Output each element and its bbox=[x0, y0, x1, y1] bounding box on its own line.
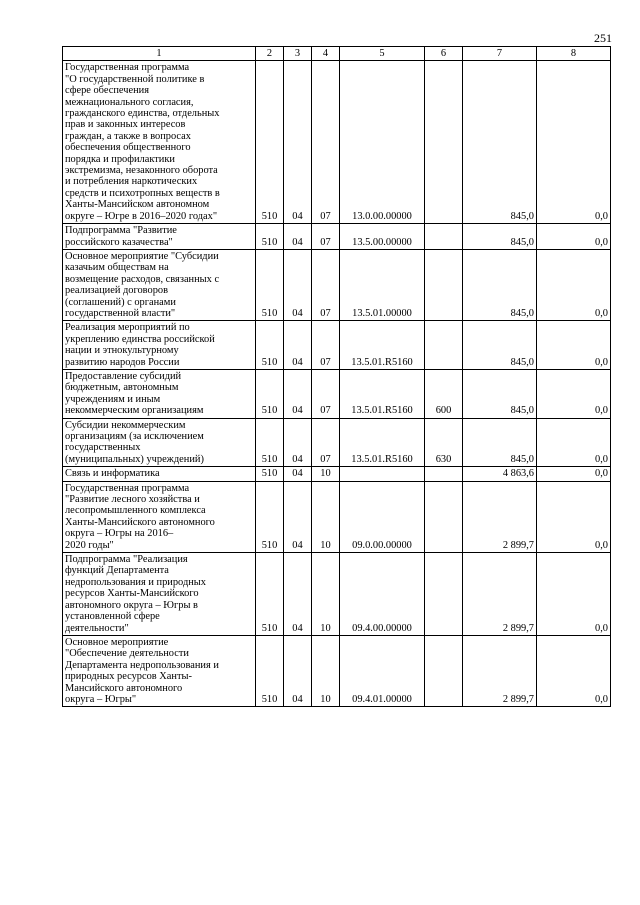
amount-2-cell: 0,0 bbox=[537, 467, 611, 481]
amount-cell: 4 863,6 bbox=[463, 467, 537, 481]
amount-cell: 845,0 bbox=[463, 418, 537, 467]
page-number: 251 bbox=[594, 31, 612, 45]
amount-2-cell: 0,0 bbox=[537, 369, 611, 418]
section-cell: 04 bbox=[284, 321, 312, 370]
amount-2-cell: 0,0 bbox=[537, 249, 611, 320]
row-name-cell: Реализация мероприятий по укреплению единства российской нации и этнокультурному развитию народов России bbox=[63, 321, 256, 370]
admin-code-cell: 510 bbox=[256, 369, 284, 418]
expense-type-cell bbox=[425, 467, 463, 481]
row-name-cell: Предоставление субсидий бюджетным, автономным учреждениям и иным некоммерческим организациям bbox=[63, 369, 256, 418]
target-article-cell: 13.5.01.R5160 bbox=[340, 321, 425, 370]
subsection-cell: 07 bbox=[312, 321, 340, 370]
budget-table bbox=[62, 46, 611, 707]
table-row bbox=[63, 553, 611, 636]
table-row bbox=[63, 467, 611, 481]
header-cell: 5 bbox=[340, 47, 425, 61]
admin-code-cell: 510 bbox=[256, 249, 284, 320]
expense-type-cell bbox=[425, 635, 463, 706]
table-row bbox=[63, 418, 611, 467]
header-cell: 4 bbox=[312, 47, 340, 61]
header-cell: 7 bbox=[463, 47, 537, 61]
table-row bbox=[63, 369, 611, 418]
target-article-cell: 09.4.00.00000 bbox=[340, 553, 425, 636]
row-name-cell: Государственная программа "О государственной политике в сфере обеспечения межнационального согласия, гражданского единства, отдельных прав и законных интересов граждан, а также в вопросах обеспечения общественного порядка и профилактики экстремизма, незаконного оборота и потребления наркотических средств и психотропных веществ в Ханты-Мансийском автономном округе – Югре в 2016–2020 годах" bbox=[63, 61, 256, 224]
subsection-cell: 10 bbox=[312, 467, 340, 481]
row-name-cell: Основное мероприятие "Обеспечение деятельности Департамента недропользования и природных ресурсов Ханты- Мансийского автономного округа – Югры" bbox=[63, 635, 256, 706]
section-cell: 04 bbox=[284, 418, 312, 467]
header-cell: 6 bbox=[425, 47, 463, 61]
expense-type-cell: 600 bbox=[425, 369, 463, 418]
expense-type-cell bbox=[425, 224, 463, 250]
admin-code-cell: 510 bbox=[256, 481, 284, 552]
header-cell: 1 bbox=[63, 47, 256, 61]
section-cell: 04 bbox=[284, 224, 312, 250]
row-name-cell: Подпрограмма "Реализация функций Департамента недропользования и природных ресурсов Ханты-Мансийского автономного округа – Югры в установленной сфере деятельности" bbox=[63, 553, 256, 636]
table-row bbox=[63, 249, 611, 320]
target-article-cell: 13.5.01.R5160 bbox=[340, 369, 425, 418]
subsection-cell: 10 bbox=[312, 635, 340, 706]
row-name-cell: Основное мероприятие "Субсидии казачьим обществам на возмещение расходов, связанных с реализацией договоров (соглашений) с органами государственной власти" bbox=[63, 249, 256, 320]
amount-2-cell: 0,0 bbox=[537, 635, 611, 706]
section-cell: 04 bbox=[284, 553, 312, 636]
target-article-cell: 13.0.00.00000 bbox=[340, 61, 425, 224]
section-cell: 04 bbox=[284, 481, 312, 552]
target-article-cell: 09.0.00.00000 bbox=[340, 481, 425, 552]
expense-type-cell bbox=[425, 481, 463, 552]
header-cell: 2 bbox=[256, 47, 284, 61]
expense-type-cell bbox=[425, 61, 463, 224]
admin-code-cell: 510 bbox=[256, 467, 284, 481]
amount-cell: 845,0 bbox=[463, 224, 537, 250]
header-cell: 8 bbox=[537, 47, 611, 61]
admin-code-cell: 510 bbox=[256, 224, 284, 250]
row-name-cell: Государственная программа "Развитие лесного хозяйства и лесопромышленного комплекса Ханты-Мансийского автономного округа – Югры на 2016– 2020 годы" bbox=[63, 481, 256, 552]
section-cell: 04 bbox=[284, 61, 312, 224]
amount-2-cell: 0,0 bbox=[537, 321, 611, 370]
amount-cell: 845,0 bbox=[463, 369, 537, 418]
subsection-cell: 07 bbox=[312, 224, 340, 250]
expense-type-cell bbox=[425, 249, 463, 320]
table-header-row bbox=[63, 47, 611, 61]
section-cell: 04 bbox=[284, 369, 312, 418]
subsection-cell: 07 bbox=[312, 369, 340, 418]
subsection-cell: 10 bbox=[312, 481, 340, 552]
admin-code-cell: 510 bbox=[256, 418, 284, 467]
row-name-cell: Связь и информатика bbox=[63, 467, 256, 481]
amount-cell: 845,0 bbox=[463, 321, 537, 370]
amount-2-cell: 0,0 bbox=[537, 224, 611, 250]
admin-code-cell: 510 bbox=[256, 321, 284, 370]
expense-type-cell bbox=[425, 553, 463, 636]
amount-cell: 845,0 bbox=[463, 61, 537, 224]
amount-cell: 2 899,7 bbox=[463, 635, 537, 706]
table-row bbox=[63, 321, 611, 370]
amount-cell: 2 899,7 bbox=[463, 553, 537, 636]
subsection-cell: 07 bbox=[312, 249, 340, 320]
subsection-cell: 07 bbox=[312, 61, 340, 224]
target-article-cell bbox=[340, 467, 425, 481]
expense-type-cell: 630 bbox=[425, 418, 463, 467]
amount-2-cell: 0,0 bbox=[537, 418, 611, 467]
amount-cell: 2 899,7 bbox=[463, 481, 537, 552]
admin-code-cell: 510 bbox=[256, 553, 284, 636]
table-row bbox=[63, 61, 611, 224]
section-cell: 04 bbox=[284, 249, 312, 320]
target-article-cell: 13.5.00.00000 bbox=[340, 224, 425, 250]
row-name-cell: Субсидии некоммерческим организациям (за исключением государственных (муниципальных) учреждений) bbox=[63, 418, 256, 467]
admin-code-cell: 510 bbox=[256, 635, 284, 706]
table-row bbox=[63, 224, 611, 250]
row-name-cell: Подпрограмма "Развитие российского казачества" bbox=[63, 224, 256, 250]
amount-cell: 845,0 bbox=[463, 249, 537, 320]
amount-2-cell: 0,0 bbox=[537, 61, 611, 224]
target-article-cell: 13.5.01.00000 bbox=[340, 249, 425, 320]
header-cell: 3 bbox=[284, 47, 312, 61]
target-article-cell: 09.4.01.00000 bbox=[340, 635, 425, 706]
amount-2-cell: 0,0 bbox=[537, 481, 611, 552]
subsection-cell: 07 bbox=[312, 418, 340, 467]
table-row bbox=[63, 635, 611, 706]
target-article-cell: 13.5.01.R5160 bbox=[340, 418, 425, 467]
subsection-cell: 10 bbox=[312, 553, 340, 636]
section-cell: 04 bbox=[284, 635, 312, 706]
expense-type-cell bbox=[425, 321, 463, 370]
amount-2-cell: 0,0 bbox=[537, 553, 611, 636]
section-cell: 04 bbox=[284, 467, 312, 481]
table-row bbox=[63, 481, 611, 552]
admin-code-cell: 510 bbox=[256, 61, 284, 224]
